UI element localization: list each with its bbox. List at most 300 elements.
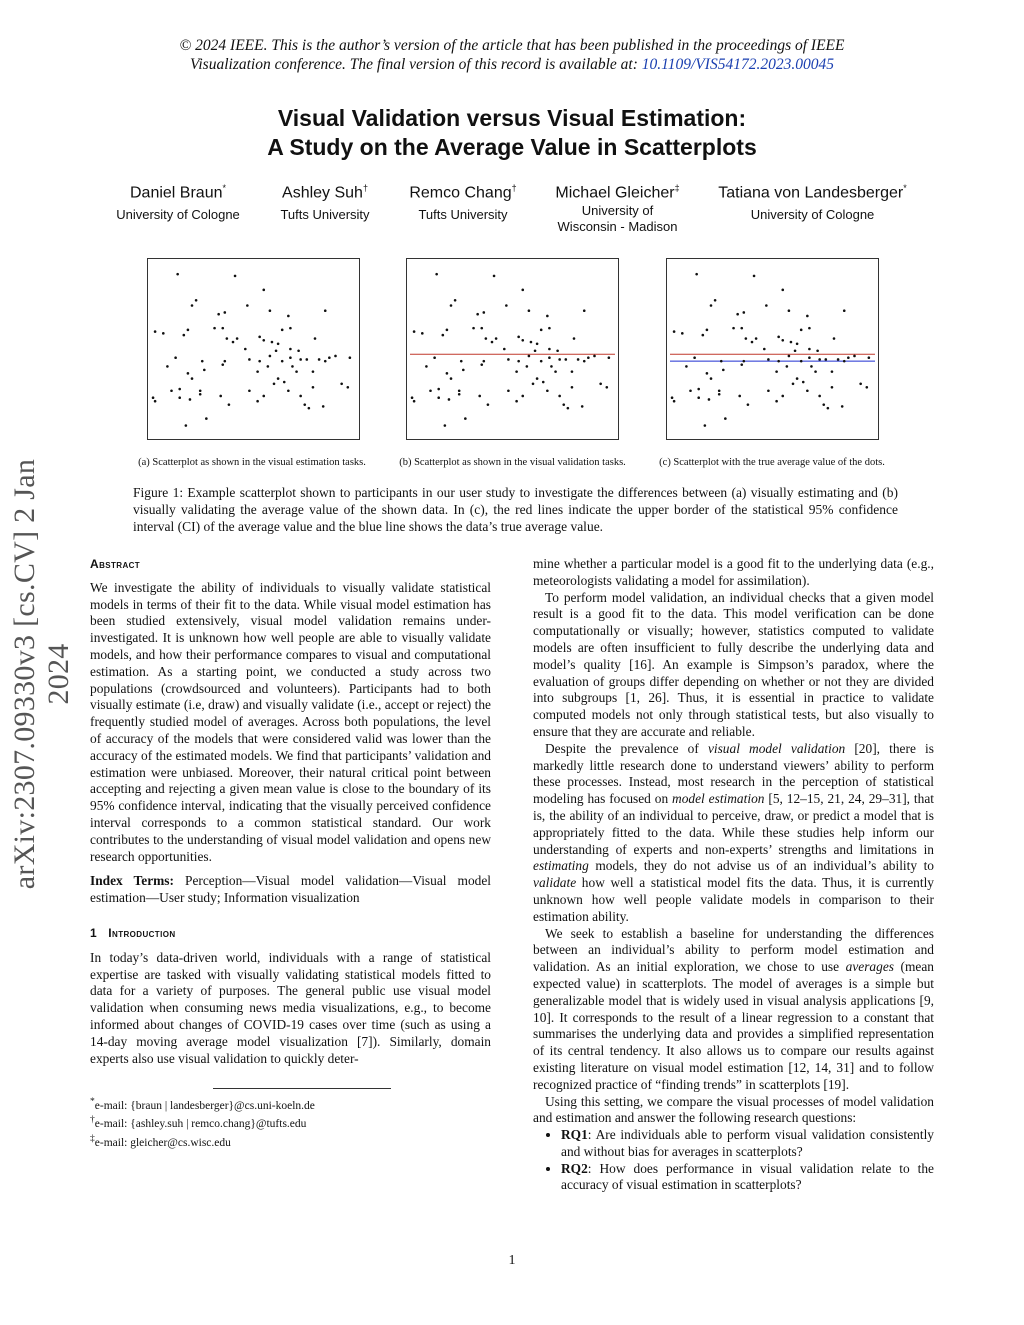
author-affiliation: Tufts University — [418, 207, 508, 223]
scatter-point — [435, 273, 438, 276]
scatter-point — [751, 341, 754, 344]
scatter-point — [685, 365, 688, 368]
scatter-point — [755, 337, 758, 340]
footnote-rule — [213, 1088, 391, 1089]
scatter-point — [806, 389, 809, 392]
scatter-point — [217, 313, 220, 316]
scatter-point — [458, 389, 461, 392]
scatter-point — [295, 370, 298, 373]
subcaption-a: (a) Scatterplot as shown in the visual estimation tasks. — [138, 457, 366, 468]
scatter-point — [767, 358, 770, 361]
scatter-point — [567, 407, 570, 410]
paper-title — [0, 104, 1024, 162]
author-mark: † — [362, 183, 368, 193]
scatter-point — [546, 389, 549, 392]
scatter-point — [224, 360, 227, 363]
scatter-point — [450, 377, 453, 380]
scatter-point — [485, 337, 488, 340]
scatter-point — [781, 339, 784, 342]
scatter-point — [246, 304, 249, 307]
scatter-point — [269, 355, 272, 358]
scatter-point — [558, 395, 561, 398]
scatter-point — [710, 304, 713, 307]
scatter-point — [437, 388, 440, 391]
scatter-point — [464, 417, 467, 420]
scatter-point — [476, 313, 479, 316]
scatter-point — [532, 383, 535, 386]
scatter-point — [565, 358, 568, 361]
author-1 — [98, 178, 258, 222]
scatter-point — [706, 372, 709, 375]
scatter-point — [303, 403, 306, 406]
subcaption-b: (b) Scatterplot as shown in the visual validation tasks. — [399, 457, 626, 468]
scatter-point — [743, 311, 746, 314]
scatter-point — [827, 407, 830, 410]
scatter-point — [248, 358, 251, 361]
scatter-point — [718, 389, 721, 392]
scatter-point — [442, 334, 445, 337]
scatter-point — [324, 309, 327, 312]
scatter-point — [720, 360, 723, 363]
scatter-point — [714, 299, 717, 302]
index-terms-label: Index Terms: — [90, 873, 174, 889]
scatter-point — [306, 358, 309, 361]
scatter-point — [843, 309, 846, 312]
scatter-point — [199, 393, 202, 396]
scatter-point — [536, 377, 539, 380]
scatter-point — [174, 356, 177, 359]
research-question-2: • RQ2: How does performance in visual validation relate to the accuracy of visual estimation in scatterplots? — [561, 1161, 934, 1195]
author-mark: * — [222, 183, 226, 193]
scatter-point — [189, 398, 192, 401]
scatter-point — [219, 395, 222, 398]
scatter-point — [287, 389, 290, 392]
intro-paragraph-1: In today’s data-driven world, individuals with a range of statistical expertise are tasked with visually validating statistical models fitted to data for a variety of purposes. The general public use visual model validation when consuming news media visualizations, e.g., to become informed about changes of COVID-19 cases over time (such as using a 14-day moving average model visualization [7]). Similarly, domain experts also use visual validation to quickly deter- — [90, 949, 491, 1066]
intro-paragraph-3: Despite the prevalence of visual model validation [20], there is markedly little research done to understand viewers’ ability to perform these processes. Instead, most research in the perception of statistical modeling has focused on model estimation [5, 12–15, 21, 24, 29–31], that is, the ability of an individual to perceive, draw, or predict a model that is appropriately fitted to the data. While these studies help inform our understanding of experts and non-experts’ strengths and limitations in estimating models, they do not advise us of an individual’s ability to validate how well a statistical model fits the data. Thus, it is currently unknown how well people validate models in comparison to their estimation ability. — [533, 740, 934, 924]
scatter-point — [312, 386, 315, 389]
scatter-point — [722, 369, 725, 372]
scatter-point — [444, 424, 447, 427]
scatter-point — [493, 275, 496, 278]
intro-paragraph-4: We seek to establish a baseline for understanding the differences between an individual’s ability to perform model estimation and validation. As an initial exploration, we chose to use averages (mean expected value) in scatterplots. The model of averages is a simple but generalizable model that is widely used in visual analysis applications [9, 10]. It corresponds to the result of a linear regression to a constant that summarises the underlying data and provides a simplified representation of its central tendency. It also allows us to compare our results against existing literature on visual model estimation [12, 14, 31] and to follow recognized practice of “finding trends” in scatterplots [19]. — [533, 925, 934, 1092]
scatter-point — [747, 403, 750, 406]
left-column — [90, 556, 491, 1067]
scatter-point — [818, 395, 821, 398]
footnote-1: *e-mail: {braun | landesberger}@cs.uni-koeln.de — [90, 1096, 315, 1112]
scatter-point — [740, 327, 743, 330]
scatter-point — [706, 329, 709, 332]
scatterplot-validation — [406, 258, 619, 440]
scatter-point — [550, 365, 553, 368]
scatter-point — [866, 386, 869, 389]
scatter-point — [573, 337, 576, 340]
scatter-point — [796, 377, 799, 380]
page-number: 1 — [508, 1253, 516, 1268]
scatter-point — [542, 381, 545, 384]
scatter-point — [152, 396, 155, 399]
scatter-point — [308, 407, 311, 410]
scatter-point — [324, 360, 327, 363]
scatter-point — [507, 389, 510, 392]
author-affiliation: University of Cologne — [116, 207, 240, 223]
scatter-point — [808, 327, 811, 330]
scatter-point — [528, 309, 531, 312]
scatter-point — [203, 369, 206, 372]
scatter-point — [695, 273, 698, 276]
scatter-point — [154, 400, 157, 403]
scatter-point — [528, 355, 531, 358]
scatter-point — [185, 424, 188, 427]
scatter-point — [833, 337, 836, 340]
scatter-point — [718, 393, 721, 396]
author-4 — [540, 178, 695, 234]
scatter-point — [775, 400, 778, 403]
arxiv-identifier: arXiv:2307.09330v3 [cs.CV] 2 Jan 2024 — [8, 458, 75, 890]
scatter-point — [534, 349, 537, 352]
intro-paragraph-2: To perform model validation, an individual checks that a given model result is a good fit to the data. This model verification can be done computationally or visually; however, statistics computed to validate models are often insufficient to fully describe the underlying data and model’s quality [16]. An example is Simpson’s paradox, where the evaluation of groups differ depending on whether or not they are divided into subgroups [1, 26]. Thus, it is essential in practice to validate computed models not only through statistical tests, but also visually to ensure that they are accurate and reliable. — [533, 589, 934, 739]
scatter-point — [283, 381, 286, 384]
scatter-point — [724, 417, 727, 420]
scatter-point — [262, 289, 265, 292]
scatter-point — [548, 327, 551, 330]
scatter-point — [287, 315, 290, 318]
scatter-point — [521, 339, 524, 342]
scatter-point — [775, 370, 778, 373]
scatter-point — [236, 337, 239, 340]
scatter-point — [495, 337, 498, 340]
notice-line-2: Visualization conference. The final version of this record is available at: — [190, 56, 642, 73]
scatter-point — [745, 337, 748, 340]
scatter-point — [777, 336, 780, 339]
scatter-point — [281, 360, 284, 363]
doi-link[interactable]: 10.1109/VIS54172.2023.00045 — [641, 56, 834, 73]
scatter-point — [191, 304, 194, 307]
scatter-point — [458, 393, 461, 396]
section-number: 1 — [90, 925, 98, 940]
scatter-point — [810, 365, 813, 368]
scatter-point — [195, 299, 198, 302]
scatter-point — [224, 311, 227, 314]
scatter-point — [710, 377, 713, 380]
scatter-point — [571, 386, 574, 389]
author-name: Tatiana von Landesberger — [718, 184, 904, 202]
scatter-point — [847, 356, 850, 359]
scatter-point — [788, 309, 791, 312]
title-line-2: A Study on the Average Value in Scatterplots — [267, 134, 757, 160]
scatter-point — [176, 273, 179, 276]
scatter-point — [450, 304, 453, 307]
scatter-point — [546, 315, 549, 318]
scatter-point — [517, 336, 520, 339]
scatter-point — [515, 370, 518, 373]
author-affiliation: University of Cologne — [750, 207, 875, 223]
scatter-point — [515, 400, 518, 403]
scatter-point — [571, 370, 574, 373]
scatter-point — [536, 342, 539, 345]
scatter-point — [814, 370, 817, 373]
scatter-point — [472, 327, 475, 330]
scatter-point — [530, 341, 533, 344]
scatter-point — [802, 381, 805, 384]
scatter-point — [273, 383, 276, 386]
scatter-point — [205, 417, 208, 420]
author-name: Ashley Suh — [282, 184, 363, 202]
footnotes — [90, 1095, 491, 1150]
scatter-point — [831, 386, 834, 389]
scatter-point — [794, 349, 797, 352]
footnote-3: ‡e-mail: gleicher@cs.wisc.edu — [90, 1132, 231, 1149]
section-title: Introduction — [108, 925, 176, 940]
scatter-point — [314, 337, 317, 340]
scatter-point — [199, 389, 202, 392]
scatter-point — [277, 342, 280, 345]
scatter-point — [258, 360, 261, 363]
scatter-point — [548, 348, 551, 351]
intro-paragraph-1-cont: mine whether a particular model is a good fit to the underlying data (e.g., meteorologists validating a model for assimilation). — [533, 556, 934, 588]
scatter-point — [853, 355, 856, 358]
subcaption-c: (c) Scatterplot with the true average value of the dots. — [659, 457, 885, 468]
author-mark: * — [903, 183, 907, 193]
scatter-point — [608, 356, 611, 359]
author-5 — [705, 178, 920, 222]
scatter-point — [788, 355, 791, 358]
notice-line-1: © 2024 IEEE. This is the author’s version of the article that has been published in the proceedings of IEEE — [179, 37, 845, 54]
scatter-point — [673, 330, 676, 333]
scatter-point — [191, 377, 194, 380]
scatter-point — [262, 339, 265, 342]
scatter-point — [781, 395, 784, 398]
scatter-point — [599, 383, 602, 386]
copyright-notice — [0, 36, 1024, 74]
scatter-point — [226, 337, 229, 340]
scatter-point — [234, 275, 237, 278]
author-affiliation: University of — [581, 203, 654, 219]
scatter-point — [697, 388, 700, 391]
scatter-point — [521, 289, 524, 292]
scatter-point — [289, 356, 292, 359]
scatter-point — [446, 329, 449, 332]
scatter-point — [583, 309, 586, 312]
scatter-point — [347, 386, 350, 389]
scatter-point — [593, 355, 596, 358]
scatter-point — [743, 360, 746, 363]
scatter-point — [271, 341, 274, 344]
scatter-point — [413, 330, 416, 333]
scatter-point — [792, 383, 795, 386]
scatter-point — [256, 400, 259, 403]
scatter-point — [462, 369, 465, 372]
scatter-point — [606, 386, 609, 389]
scatter-point — [765, 304, 768, 307]
scatter-point — [521, 395, 524, 398]
scatter-point — [556, 349, 559, 352]
scatter-point — [454, 299, 457, 302]
scatter-point — [704, 424, 707, 427]
scatter-point — [841, 405, 844, 408]
scatter-point — [843, 360, 846, 363]
scatter-point — [526, 365, 529, 368]
scatter-point — [800, 329, 803, 332]
scatter-point — [267, 365, 270, 368]
scatter-point — [767, 389, 770, 392]
scatter-point — [671, 396, 674, 399]
scatter-point — [483, 360, 486, 363]
scatter-point — [505, 304, 508, 307]
scatter-point — [213, 327, 216, 330]
scatter-point — [763, 348, 766, 351]
scatter-point — [478, 395, 481, 398]
scatter-point — [277, 377, 280, 380]
scatter-point — [183, 334, 186, 337]
scatter-point — [178, 396, 181, 399]
scatter-point — [790, 341, 793, 344]
scatter-point — [425, 365, 428, 368]
scatter-point — [808, 356, 811, 359]
author-3 — [398, 178, 528, 222]
author-mark: ‡ — [674, 183, 680, 193]
scatter-point — [786, 365, 789, 368]
scatter-point — [299, 395, 302, 398]
scatter-point — [166, 365, 169, 368]
scatter-point — [328, 356, 331, 359]
scatter-point — [583, 360, 586, 363]
scatter-point — [562, 403, 565, 406]
scatterplot-true-average — [666, 258, 879, 440]
scatter-point — [577, 358, 580, 361]
scatter-point — [411, 396, 414, 399]
scatter-point — [796, 342, 799, 345]
scatter-point — [503, 348, 506, 351]
author-mark: † — [511, 183, 517, 193]
scatter-point — [446, 372, 449, 375]
scatter-point — [269, 309, 272, 312]
scatter-point — [256, 370, 259, 373]
scatter-point — [480, 363, 483, 366]
title-line-1: Visual Validation versus Visual Estimation: — [277, 105, 747, 131]
scatter-point — [697, 396, 700, 399]
scatter-point — [299, 358, 302, 361]
author-2 — [260, 178, 390, 222]
scatter-point — [702, 334, 705, 337]
scatter-point — [318, 358, 321, 361]
scatter-point — [781, 289, 784, 292]
scatter-point — [340, 383, 343, 386]
scatter-point — [487, 403, 490, 406]
scatter-point — [740, 363, 743, 366]
abstract-text: We investigate the ability of individuals to visually validate statistical models in terms of their fit to the data. While visual model estimation has been studied extensively, visual model validation remains under-investigated. It is unknown how well people are able to visually validate models, and how their performance compares to visual and computational estimation. As a starting point, we conducted a study across two populations (crowdsourced and volunteers). Participants had to both visually estimate (i.e, draw) and visually validate (i.e., accept or reject) the frequently studied model of averages. Across both populations, the level of accuracy of the models that were considered valid was lower than the accuracy of the estimated models. We find that participants’ validation and estimation were unbiased. Moreover, their natural critical point between accepting and rejecting a given mean value is close to the boundary of its 95% confidence interval, indicating that the visually perceived confidence interval corresponds to a common statistical standard. Our work contributes to the understanding of visual model validation and opens new research opportunities. — [90, 579, 491, 864]
scatter-point — [517, 360, 520, 363]
scatter-point — [312, 370, 315, 373]
research-question-1: • RQ1: Are individuals able to perform visual validation consistently and without bias for averages in scatterplots? — [561, 1127, 934, 1161]
scatter-point — [232, 341, 235, 344]
scatter-point — [816, 349, 819, 352]
scatter-point — [558, 358, 561, 361]
scatter-point — [437, 396, 440, 399]
scatter-point — [421, 332, 424, 335]
scatter-point — [221, 363, 224, 366]
right-column — [533, 556, 934, 1194]
scatter-point — [281, 329, 284, 332]
scatter-point — [818, 358, 821, 361]
scatter-point — [673, 400, 676, 403]
scatter-point — [491, 341, 494, 344]
scatter-point — [187, 372, 190, 375]
scatter-point — [822, 403, 825, 406]
scatter-point — [753, 275, 756, 278]
scatter-point — [297, 349, 300, 352]
author-name: Daniel Braun — [129, 184, 223, 202]
scatter-point — [429, 389, 432, 392]
scatter-point — [334, 355, 337, 358]
scatter-point — [732, 327, 735, 330]
scatter-point — [808, 348, 811, 351]
footnote-2: †e-mail: {ashley.suh | remco.chang}@tufts.edu — [90, 1114, 307, 1131]
index-terms-text: Perception—Visual model validation—Visual model estimation—User study; Information visualization — [90, 873, 491, 906]
scatter-point — [448, 398, 451, 401]
scatter-point — [554, 370, 557, 373]
scatter-point — [154, 330, 157, 333]
scatter-point — [170, 389, 173, 392]
scatter-point — [248, 389, 251, 392]
scatter-point — [162, 332, 165, 335]
scatter-point — [540, 329, 543, 332]
author-name: Michael Gleicher — [555, 184, 675, 202]
scatter-point — [708, 398, 711, 401]
scatter-point — [228, 403, 231, 406]
scatter-point — [777, 360, 780, 363]
scatterplot-estimation — [147, 258, 360, 440]
scatter-point — [681, 332, 684, 335]
scatter-point — [275, 349, 278, 352]
scatter-point — [693, 356, 696, 359]
scatter-point — [201, 360, 204, 363]
scatter-point — [581, 405, 584, 408]
scatter-point — [289, 327, 292, 330]
scatter-point — [548, 356, 551, 359]
intro-paragraph-5: Using this setting, we compare the visual processes of model validation and estimation and answer the following research questions: — [533, 1093, 934, 1126]
scatter-point — [540, 360, 543, 363]
scatter-point — [868, 356, 871, 359]
scatter-point — [800, 360, 803, 363]
scatter-point — [587, 356, 590, 359]
scatter-point — [806, 315, 809, 318]
scatter-point — [837, 358, 840, 361]
scatter-point — [178, 388, 181, 391]
index-terms — [90, 873, 491, 907]
author-affiliation: Tufts University — [280, 207, 370, 223]
scatter-point — [738, 395, 741, 398]
scatter-point — [460, 360, 463, 363]
scatter-point — [322, 405, 325, 408]
scatter-point — [291, 365, 294, 368]
research-questions — [533, 1127, 934, 1194]
scatter-point — [480, 327, 483, 330]
scatter-point — [736, 313, 739, 316]
scatter-point — [262, 395, 265, 398]
author-affiliation-2: Wisconsin - Madison — [557, 219, 678, 235]
scatter-point — [244, 348, 247, 351]
scatter-point — [289, 348, 292, 351]
author-name: Remco Chang — [409, 184, 512, 202]
scatter-point — [825, 358, 828, 361]
scatter-point — [831, 370, 834, 373]
scatter-point — [689, 389, 692, 392]
abstract-heading: Abstract — [90, 557, 141, 571]
scatter-point — [187, 329, 190, 332]
scatter-point — [258, 336, 261, 339]
scatter-point — [413, 400, 416, 403]
scatter-point — [433, 356, 436, 359]
